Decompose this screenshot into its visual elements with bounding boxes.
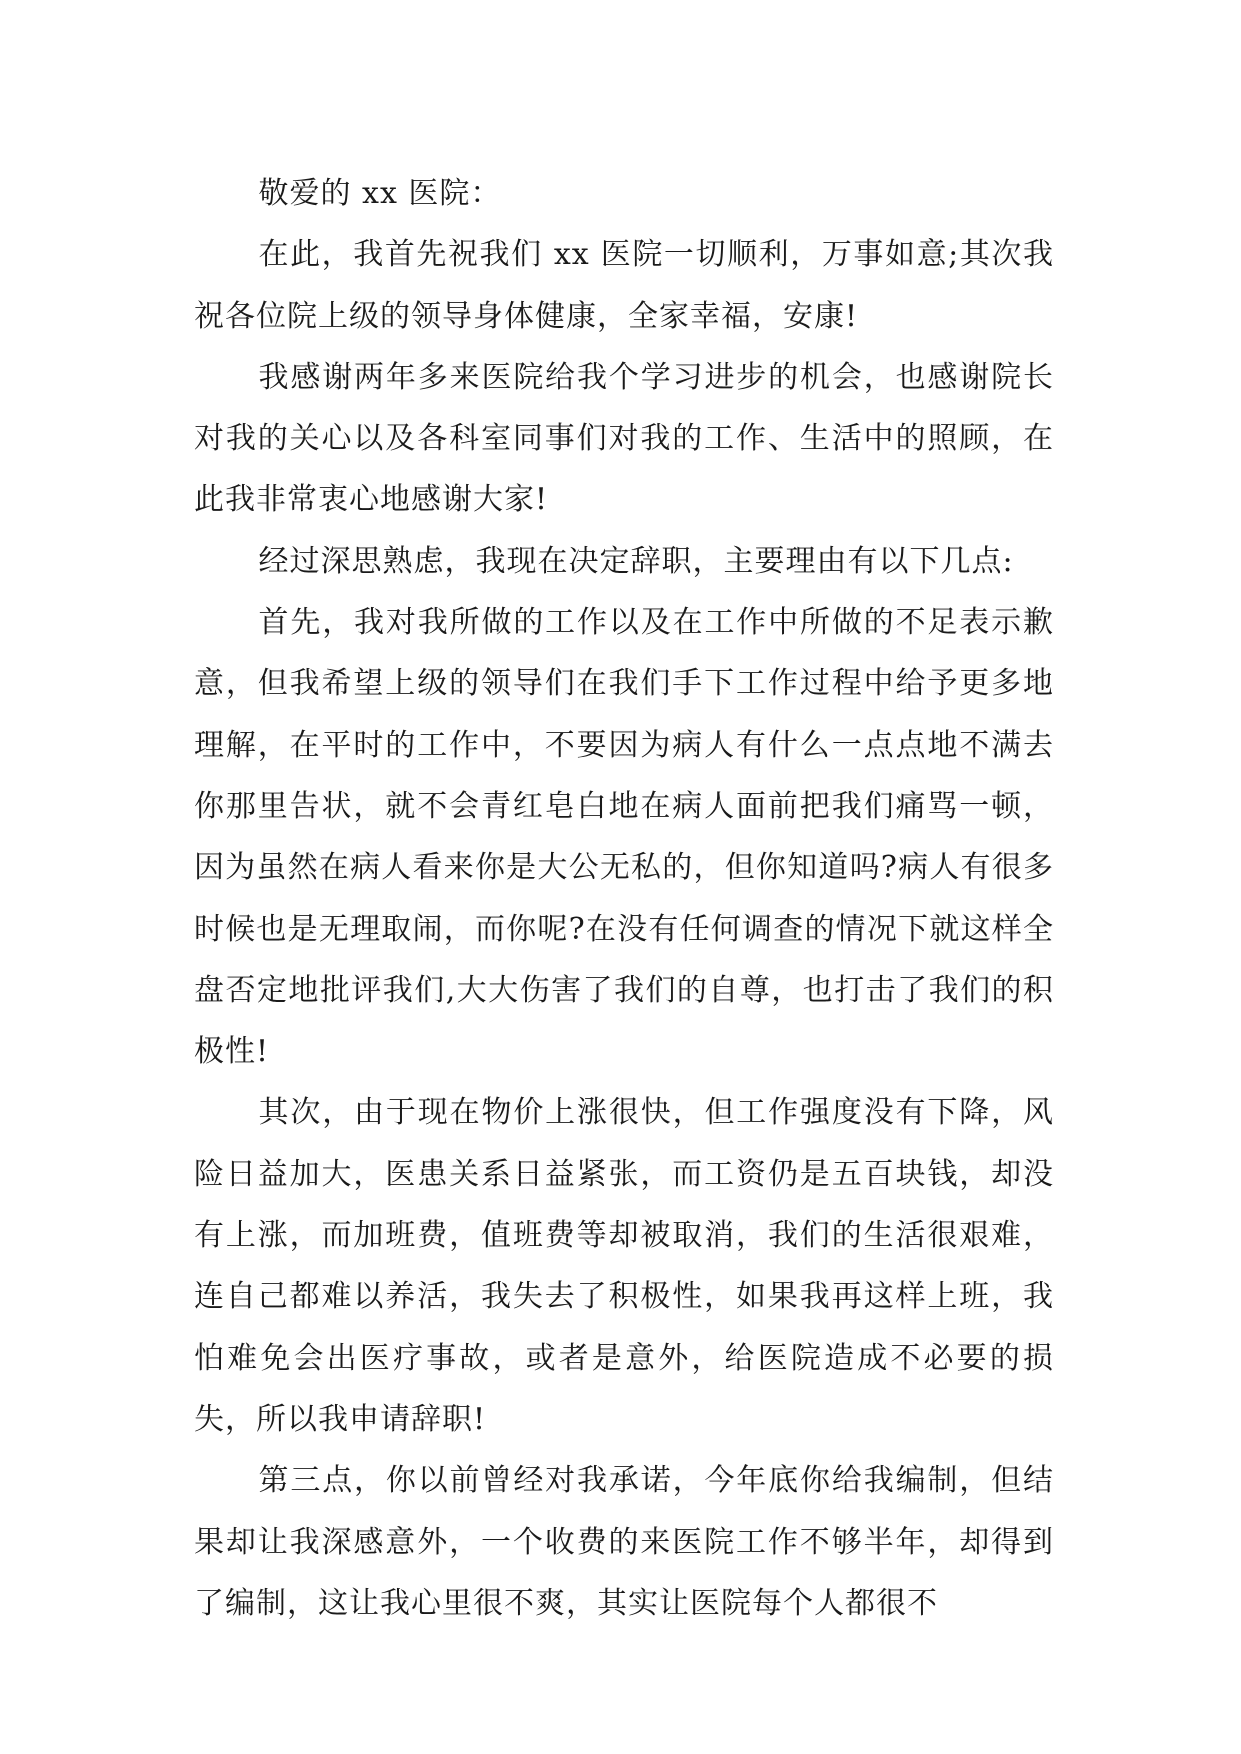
paragraph-reason-third: 第三点，你以前曾经对我承诺，今年底你给我编制，但结果却让我深感意外，一个收费的来医院工作不够半年，却得到了编制，这让我心里很不爽，其实让医院每个人都很不 — [194, 1463, 1054, 1621]
letter-body — [194, 163, 1054, 1634]
paragraph-reason-second: 其次，由于现在物价上涨很快，但工作强度没有下降，风险日益加大，医患关系日益紧张，而工资仍是五百块钱，却没有上涨，而加班费，值班费等却被取消，我们的生活很艰难，连自己都难以养活，我失去了积极性，如果我再这样上班，我怕难免会出医疗事故，或者是意外，给医院造成不必要的损失，所以我申请辞职! — [194, 1095, 1054, 1437]
paragraph-thanks: 我感谢两年多来医院给我个学习进步的机会，也感谢院长对我的关心以及各科室同事们对我的工作、生活中的照顾，在此我非常衷心地感谢大家! — [194, 359, 1054, 518]
paragraph-decision: 经过深思熟虑，我现在决定辞职，主要理由有以下几点: — [258, 543, 1014, 579]
salutation: 敬爱的 xx 医院： — [258, 176, 502, 211]
paragraph-reason-first: 首先，我对我所做的工作以及在工作中所做的不足表示歉意，但我希望上级的领导们在我们手下工作过程中给予更多地理解，在平时的工作中，不要因为病人有什么一点点地不满去你那里告状，就不会青红皂白地在病人面前把我们痛骂一顿，因为虽然在病人看来你是大公无私的，但你知道吗?病人有很多时候也是无理取闹，而你呢?在没有任何调查的情况下就这样全盘否定地批评我们,大大伤害了我们的自尊，也打击了我们的积极性! — [194, 605, 1054, 1070]
paragraph-greeting: 在此，我首先祝我们 xx 医院一切顺利，万事如意;其次我祝各位院上级的领导身体健康，全家幸福，安康! — [194, 237, 1054, 334]
